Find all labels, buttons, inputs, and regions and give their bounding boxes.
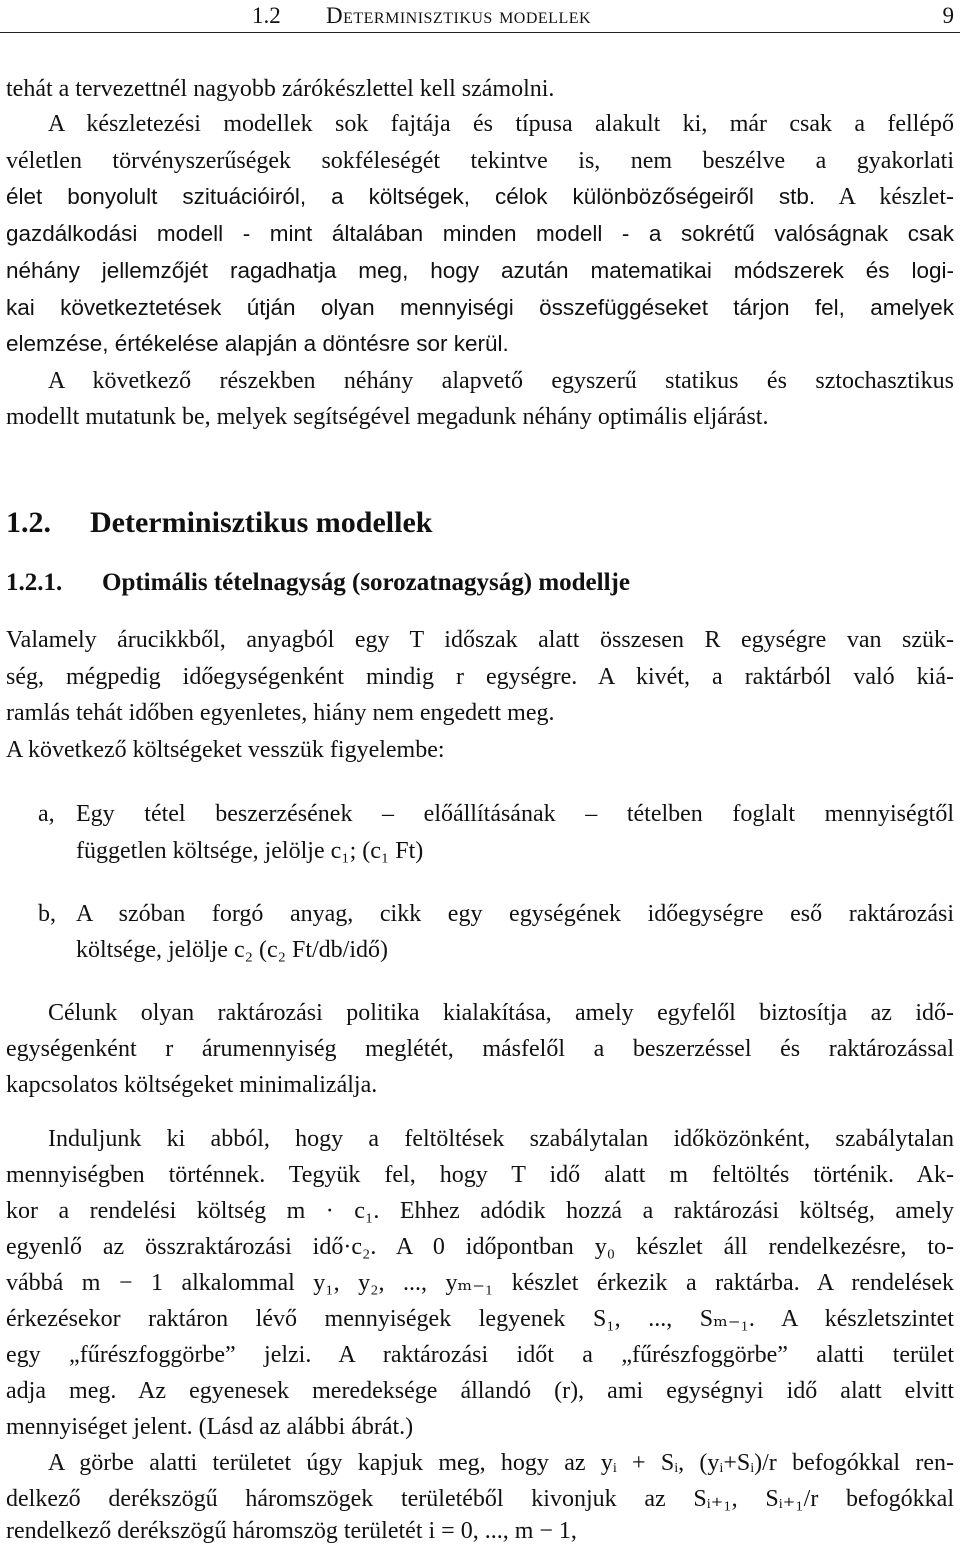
text-line: véletlen törvényszerűségek sokféleségét tekintve is, nem beszélve a gyakorlati — [6, 148, 954, 174]
text-line: mennyiségben történnek. Tegyük fel, hogy T idő alatt m feltöltés történik. Ak- — [6, 1162, 954, 1188]
text-line: A következő költségeket vesszük figyelembe: — [6, 737, 445, 763]
subsection-heading — [6, 566, 630, 600]
list-item-label: b, — [38, 901, 56, 927]
header-section-number: 1.2 — [252, 3, 281, 28]
text-line: egy „fűrészfoggörbe” jelzi. A raktározási időt a „fűrészfoggörbe” alatti terület — [6, 1342, 954, 1368]
text-line: egyenlő az összraktározási idő·c₂. A 0 időpontban y₀ készlet áll rendelkezésre, to- — [6, 1234, 954, 1260]
list-item-line: költsége, jelölje c₂ (c₂ Ft/db/idő) — [76, 937, 388, 963]
section-number: 1.2. — [6, 506, 51, 539]
text-line: Célunk olyan raktározási politika kialakítása, amely egyfelől biztosítja az idő- — [48, 1000, 954, 1026]
page-header — [0, 0, 960, 33]
text-line: mennyiséget jelent. (Lásd az alábbi ábrát.) — [6, 1414, 414, 1440]
list-item-line: független költsége, jelölje c₁; (c₁ Ft) — [76, 838, 424, 864]
text-line: ség, mégpedig időegységenként mindig r egységre. A kivét, a raktárból való kiá- — [6, 664, 954, 690]
text-line: ramlás tehát időben egyenletes, hiány nem engedett meg. — [6, 700, 555, 726]
text-line: tehát a tervezettnél nagyobb zárókészlettel kell számolni. — [6, 76, 555, 102]
text-line: érkezésekor raktáron lévő mennyiségek legyenek S₁, ..., Sₘ₋₁. A készletszintet — [6, 1306, 954, 1332]
text-line: gazdálkodási modell - mint általában minden modell - a sokrétű valóságnak csak — [6, 221, 954, 246]
text-line: A görbe alatti területet úgy kapjuk meg, hogy az yᵢ + Sᵢ, (yᵢ+Sᵢ)/r befogókkal ren- — [48, 1450, 954, 1476]
section-title: Determinisztikus modellek — [90, 506, 433, 539]
text-line: néhány jellemzőjét ragadhatja meg, hogy azután matematikai módszerek és logi- — [6, 258, 954, 283]
text-line: elemzése, értékelése alapján a döntésre sor kerül. — [6, 331, 509, 356]
text-line: egységenként r árumennyiség meglétét, másfelől a beszerzéssel és raktározással — [6, 1036, 954, 1062]
text-line: adja meg. Az egyenesek meredeksége állandó (r), ami egységnyi idő alatt elvitt — [6, 1378, 954, 1404]
header-section-title: Determinisztikus modellek — [326, 3, 592, 28]
list-item-line: A szóban forgó anyag, cikk egy egységének időegységre eső raktározási — [76, 901, 954, 927]
text-line: rendelkező derékszögű háromszög területét i = 0, ..., m − 1, — [6, 1518, 577, 1544]
subsection-title: Optimális tételnagyság (sorozatnagyság) modellje — [102, 569, 630, 596]
subsection-number: 1.2.1. — [6, 569, 63, 596]
list-item-label: a, — [38, 801, 55, 827]
text-span: A készlet- — [838, 184, 954, 210]
text-line: modellt mutatunk be, melyek segítségével megadunk néhány optimális eljárást. — [6, 404, 769, 430]
section-heading — [6, 503, 432, 543]
text-line: kor a rendelési költség m · c₁. Ehhez adódik hozzá a raktározási költség, amely — [6, 1198, 954, 1224]
page-number: 9 — [942, 3, 954, 28]
text-line: kapcsolatos költségeket minimalizálja. — [6, 1072, 378, 1098]
text-line: Induljunk ki abból, hogy a feltöltések szabálytalan időközönként, szabálytalan — [48, 1126, 954, 1152]
list-item-line: Egy tétel beszerzésének – előállításának – tételben foglalt mennyiségtől — [76, 801, 954, 827]
text-line: A következő részekben néhány alapvető egyszerű statikus és sztochasztikus — [48, 368, 954, 394]
text-line — [6, 180, 954, 214]
text-line: kai következtetések útján olyan mennyiségi összefüggéseket tárjon fel, amelyek — [6, 295, 954, 320]
text-line: delkező derékszögű háromszögek területéből kivonjuk az Sᵢ₊₁, Sᵢ₊₁/r befogókkal — [6, 1486, 954, 1512]
text-line: vábbá m − 1 alkalommal y₁, y₂, ..., yₘ₋₁ készlet érkezik a raktárba. A rendelések — [6, 1270, 954, 1296]
text-line: Valamely árucikkből, anyagból egy T időszak alatt összesen R egységre van szük- — [6, 627, 954, 653]
text-line: A készletezési modellek sok fajtája és típusa alakult ki, már csak a fellépő — [48, 111, 954, 137]
text-span: élet bonyolult szituációiról, a költségek, célok különbözőségeiről stb. — [6, 184, 816, 209]
